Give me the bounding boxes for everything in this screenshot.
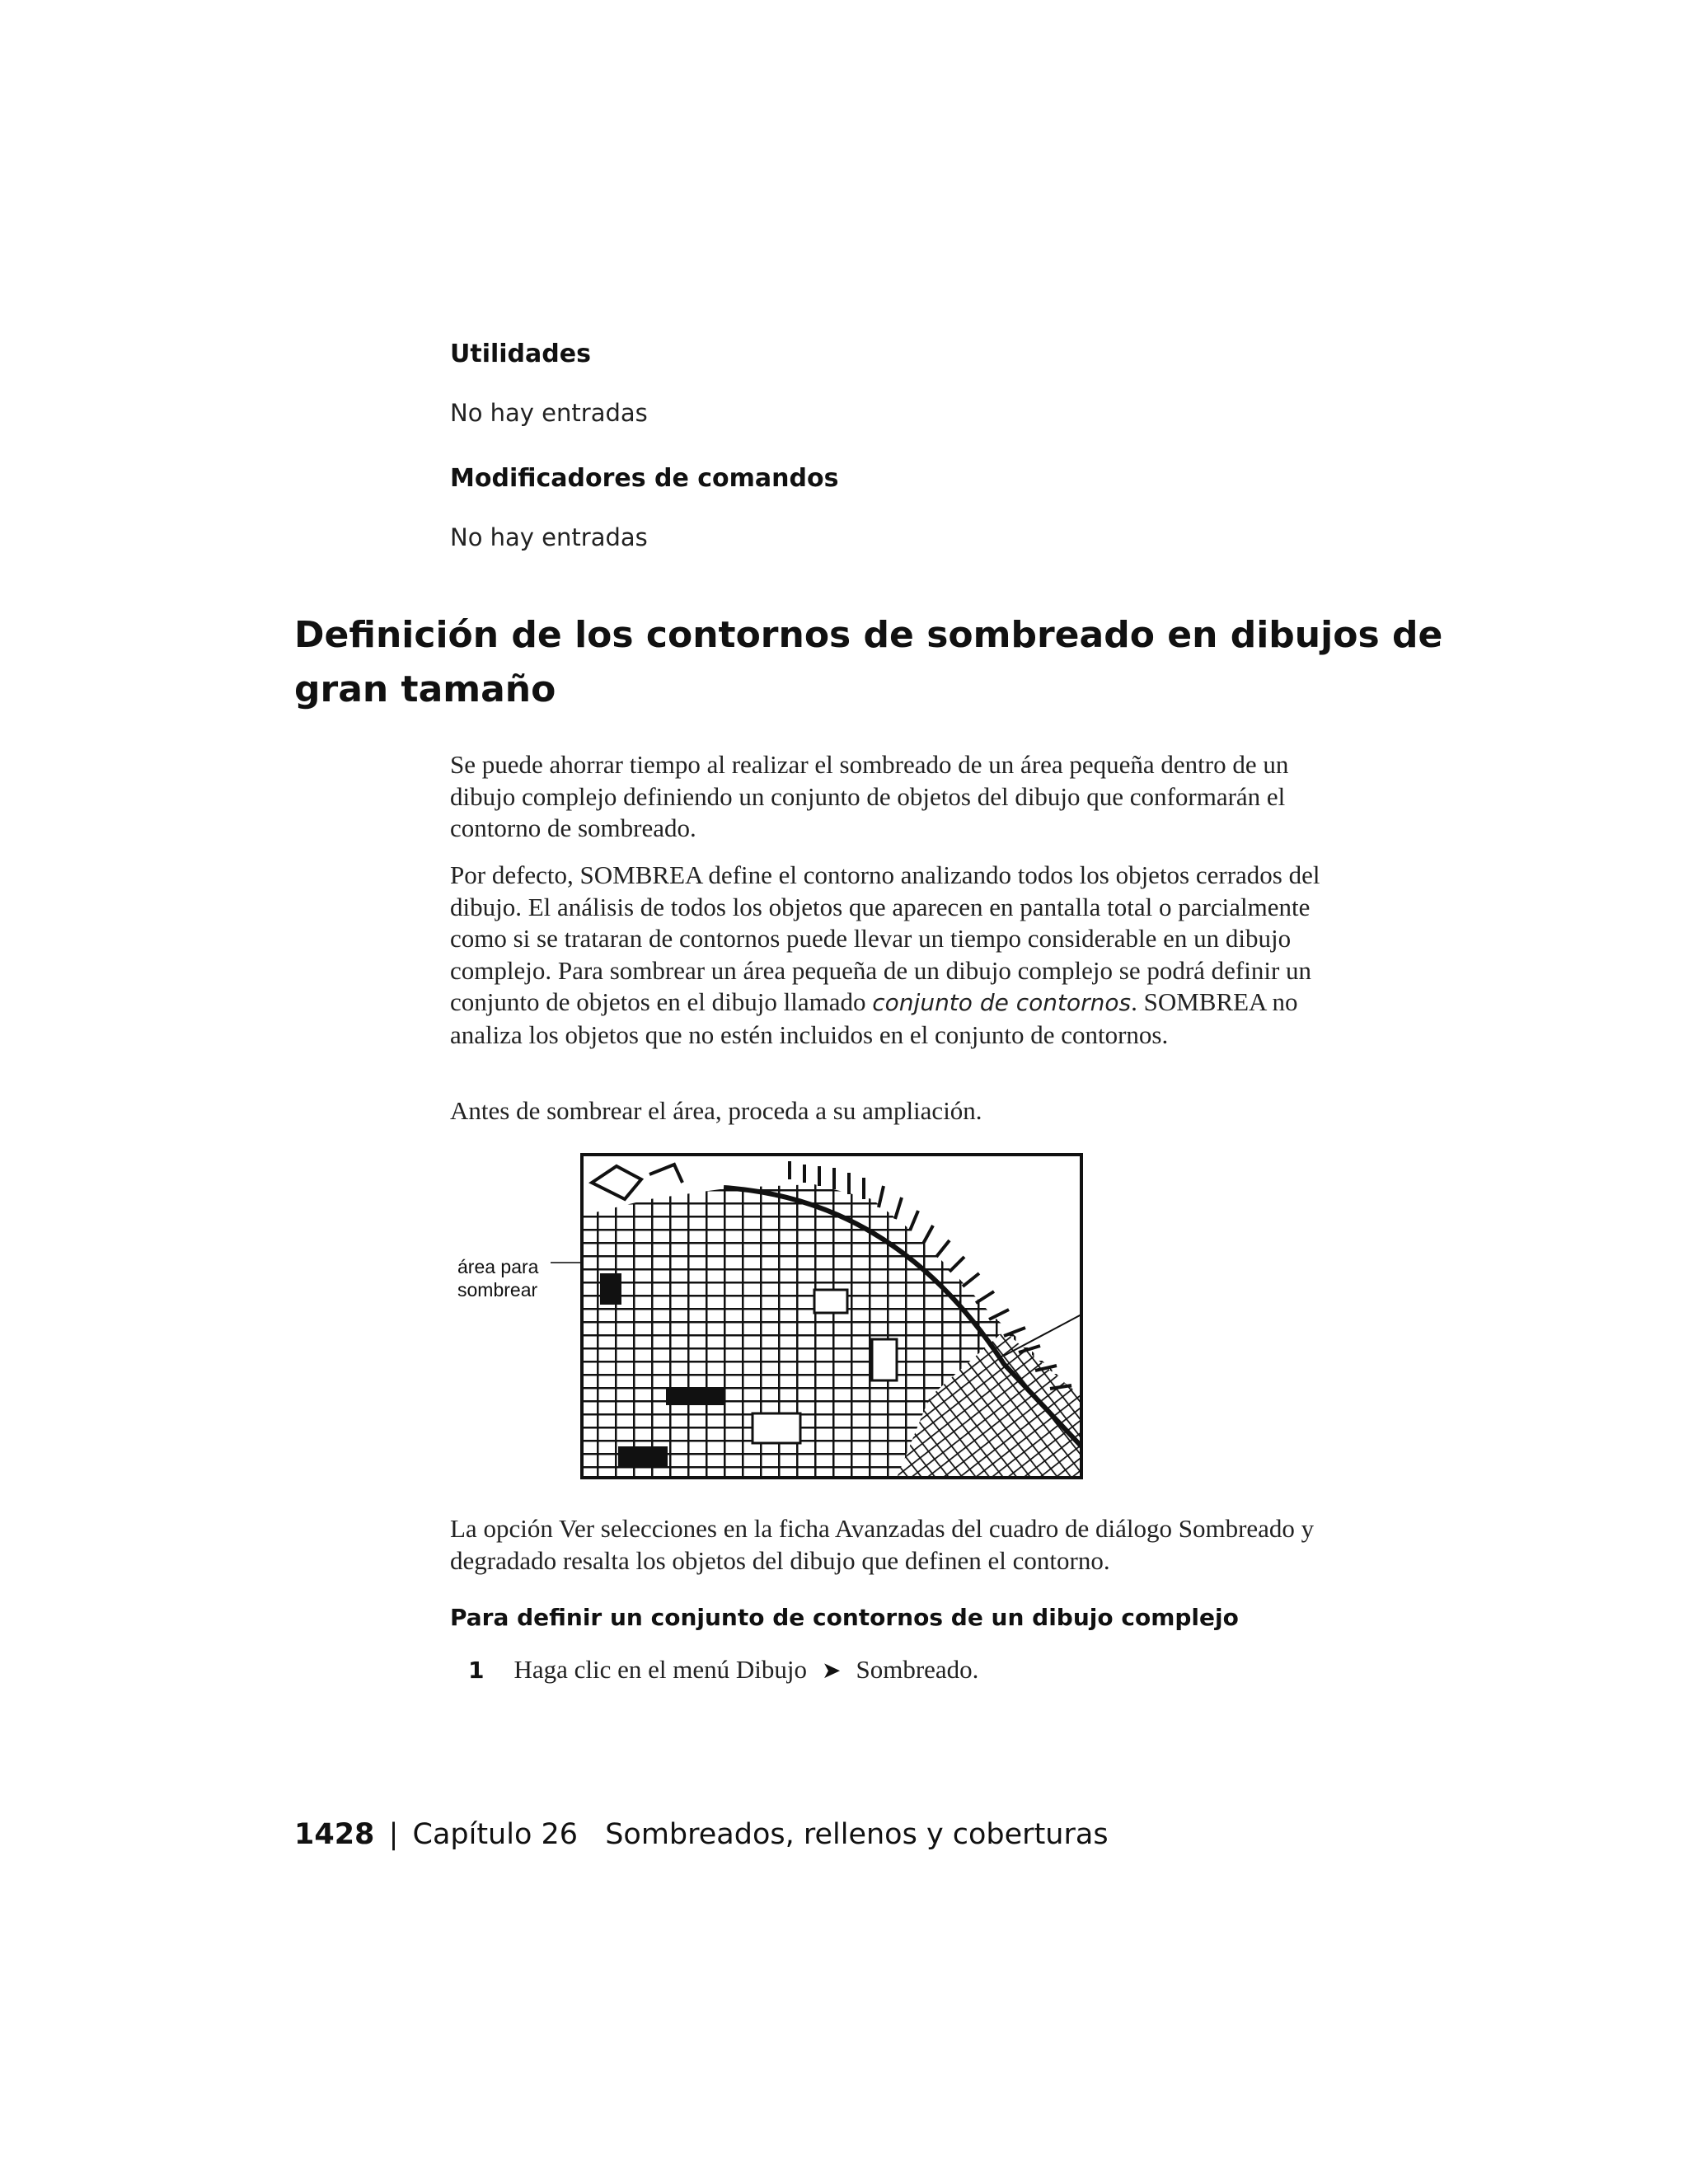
step-number: 1 [468,1657,485,1684]
procedure-step [468,1655,978,1685]
footer-chapter-title: Sombreados, rellenos y coberturas [605,1818,1109,1851]
step-text: Sombreado. [856,1655,979,1684]
term-conjunto-contornos: conjunto de contornos [872,989,1132,1016]
page-footer [294,1818,1109,1851]
step-text: Haga clic en el menú Dibujo [513,1655,808,1684]
footer-chapter: Capítulo 26 [412,1818,579,1851]
section-text-modificadores: No hay entradas [450,523,648,551]
section-text-utilidades: No hay entradas [450,399,648,427]
paragraph-view-selections: La opción Ver selecciones en la ficha Avanzadas del cuadro de diálogo Sombreado y degradado resalta los objetos del dibujo que definen el contorno. [450,1514,1315,1575]
figure-label-line: sombrear [457,1279,538,1301]
figure-label-line: área para [457,1256,539,1277]
procedure-title: Para definir un conjunto de contornos de un dibujo complejo [450,1604,1239,1631]
section-heading-modificadores: Modificadores de comandos [450,464,839,493]
figure-label [457,1255,538,1301]
paragraph-text: Por defecto, SOMBREA define el contorno analizando todos los objetos cerrados del dibujo. El análisis de todos los objetos que aparecen en pantalla total o parcialmente como si se trataran de contornos puede llevar un tiempo considerable en un dibujo complejo. Para sombrear un área pequeña de un dibujo complejo se podrá definir un conjunto de objetos en el dibujo llamado [450,860,1320,1016]
city-map-figure [542,1150,1103,1496]
arrow-right-icon: ➤ [822,1657,842,1684]
paragraph-text: . SOMBREA no analiza los objetos que no estén incluidos en el conjunto de contornos. [450,987,1298,1049]
page-title: Definición de los contornos de sombreado en dibujos de gran tamaño [294,614,1443,710]
footer-separator: | [388,1818,399,1851]
paragraph-default-behaviour [450,860,1348,1051]
section-heading-utilidades: Utilidades [450,340,591,368]
page-number: 1428 [294,1818,375,1851]
paragraph-zoom-hint: Antes de sombrear el área, proceda a su ampliación. [450,1096,982,1125]
paragraph-intro: Se puede ahorrar tiempo al realizar el sombreado de un área pequeña dentro de un dibujo complejo definiendo un conjunto de objetos del dibujo que conformarán el contorno de sombreado. [450,750,1289,842]
